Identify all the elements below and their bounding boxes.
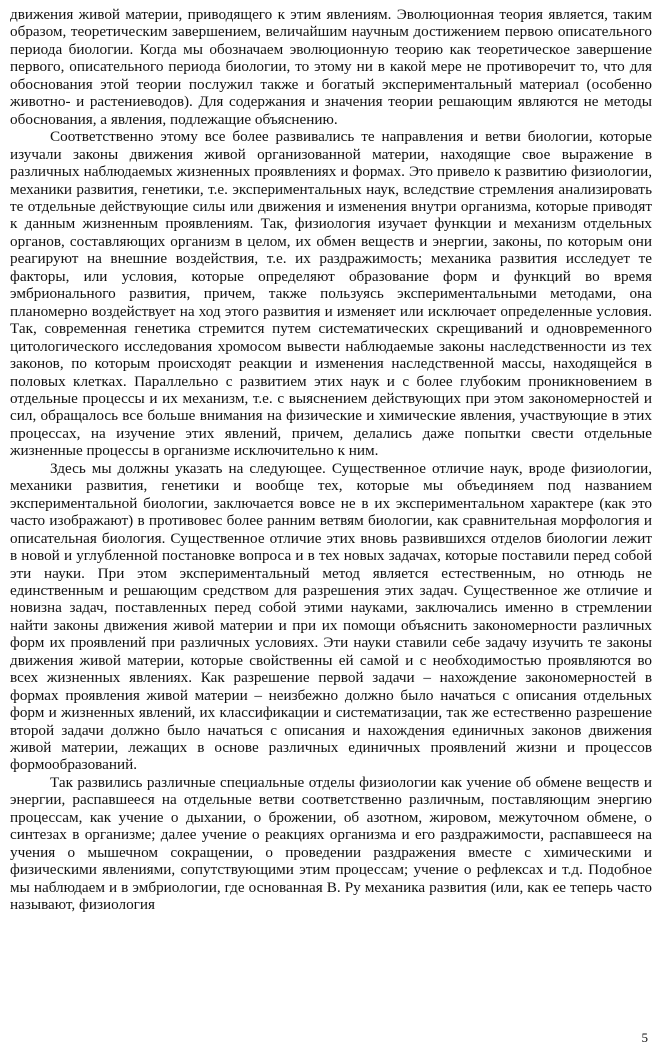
paragraph-3: Здесь мы должны указать на следующее. Существенное отличие наук, вроде физиологии, механики развития, генетики и вообще тех, которые мы объединяем под названием экспериментальной биологии, заключается вовсе не в их экспериментальном характере (как это часто изображают) в противовес более ранним ветвям биологии, как сравнительная морфология и описательная биология. Существенное отличие этих вновь развившихся отделов биологии лежит в новой и углубленной постановке вопроса и в тех новых задачах, которые поставили перед собой эти науки. При этом экспериментальный метод является естественным, но отнюдь не единственным и решающим средством для разрешения этих задач. Существенное же отличие и новизна задач, поставленных перед собой этими науками, заключались именно в стремлении найти законы движения живой материи и при их помощи объяснить закономерности различных форм их проявлений при различных условиях. Эти науки ставили себе задачу изучить те законы движения живой материи, которые свойственны ей самой и с необходимостью проявляются во всех жизненных явлениях. Как разрешение первой задачи – нахождение закономерностей в формах проявления живой материи – неизбежно должно было начаться с описания отдельных форм и жизненных явлений, их классификации и систематизации, так же естественно разрешение второй задачи должно было начаться с описания и нахождения единичных законов движения живой материи, лежащих в основе различных единичных проявлений жизни и процессов формообразований. (10, 459, 652, 774)
page-number: 5 (641, 1030, 648, 1045)
paragraph-1: движения живой материи, приводящего к этим явлениям. Эволюционная теория является, таким образом, теоретическим завершением, величайшим научным достижением первою описательного периода биологии. Когда мы обозначаем эволюционную теорию как теоретическое завершение первого, описательного периода биологии, то этому ни в какой мере не противоречит то, что для обоснования этой теории послужил также и богатый экспериментальный материал (особенно животно- и растениеводов). Для содержания и значения теории решающим являются не методы обоснования, а явления, подлежащие объяснению. (10, 6, 652, 128)
document-body (10, 6, 652, 914)
paragraph-4: Так развились различные специальные отделы физиологии как учение об обмене веществ и энергии, распавшееся на отдельные ветви соответственно различным, поставляющим энергию процессам, как учение о дыхании, о брожении, об азотном, жировом, межуточном обмене, о синтезах в организме; далее учение о реакциях организма и его раздражимости, распавшееся на учения о мышечном сокращении, о проведении раздражения вместе с химическими и физическими явлениями, сопутствующими этим процессам; учение о рефлексах и т.д. Подобное мы наблюдаем и в эмбриологии, где основанная В. Ру механика развития (или, как ее теперь часто называют, физиология (10, 773, 652, 914)
paragraph-2: Соответственно этому все более развивались те направления и ветви биологии, которые изучали законы движения живой организованной материи, находящие свое выражение в различных наблюдаемых жизненных проявлениях и формах. Это привело к развитию физиологии, механики развития, генетики, т.е. экспериментальных наук, вследствие стремления анализировать те отдельные действующие силы или движения и изменения внутри организма, которые приводят к данным жизненным проявлениям. Так, физиология изучает функции и механизм отдельных органов, составляющих организм в целом, их обмен веществ и энергии, законы, по которым они реагируют на внешние воздействия, т.е. их раздражимость; механика развития исследует те факторы, или условия, которые определяют образование форм и функций во время эмбрионального развития, причем, также пользуясь экспериментальными методами, она планомерно воздействует на ход этого развития и изменяет или исключает определенные условия. Так, современная генетика стремится путем систематических скрещиваний и одновременного цитологического исследования хромосом вывести наблюдаемые законы наследственности из тех законов, по которым происходят реакции и изменения наследственной массы, находящейся в половых клетках. Параллельно с развитием этих наук и с более глубоким проникновением в отдельные процессы и их механизм, т.е. с выяснением действующих при этом закономерностей и сил, обращалось все больше внимания на физические и химические явления, участвующие в этих процессах, на изучение этих явлений, причем, делались даже попытки свести отдельные жизненные процессы в организме исключительно к ним. (10, 128, 652, 460)
